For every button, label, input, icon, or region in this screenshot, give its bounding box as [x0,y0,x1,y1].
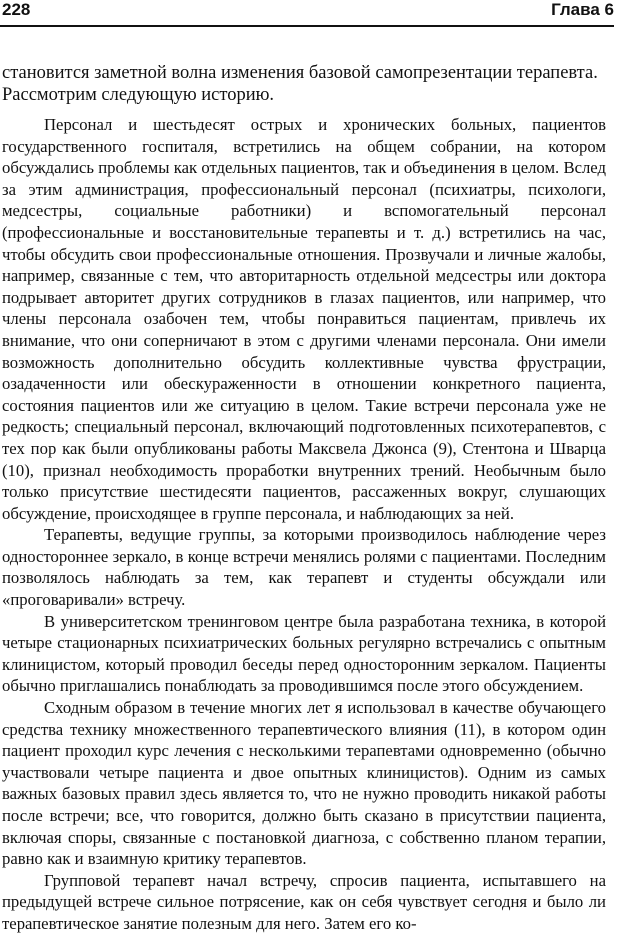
page-number: 228 [2,0,31,19]
paragraph-multiple-impact: Сходным образом в течение многих лет я использовал в качестве обучающего средства технику множественного терапевтического влияния (11), в котором один пациент проходил курс лечения с несколькими терапевтами одновременно (обычно участвовали четыре пациента и двое опытных клиницистов). Одним из самых важных базовых правил здесь является то, что не нужно проводить никакой работы после встречи; все, что говорится, должно быть сказано в присутствии пациента, включая споры, связанные с постановкой диагноза, с собственно планом терапии, равно как и взаимную критику терапевтов. [2,698,606,869]
paragraph-staff-meeting: Персонал и шестьдесят острых и хронических больных, пациентов государственного госпиталя, встретились на общем собрании, на котором обсуждались проблемы как отдельных пациентов, так и объединения в целом. Вслед за этим администрация, профессиональный персонал (психиатры, психологи, медсестры, социальные работники) и вспомогательный персонал (профессиональные и восстановительные терапевты и т. д.) встретились на час, чтобы обсудить свои профессиональные отношения. Прозвучали и личные жалобы, например, связанные с тем, что авторитарность отдельной медсестры или доктора подрывает авторитет других сотрудников в глазах пациентов, или например, что члены персонала озабочен тем, чтобы понравиться пациентам, привлечь их внимание, что они соперничают в этом с другими членами персонала. Они имели возможность дополнительно обсудить коллективные чувства фрустрации, озадаченности или обескураженности в отношении конкретного пациента, состояния пациентов или же ситуацию в целом. Такие встречи персонала уже не редкость; специальный персонал, включающий подготовленных психотерапевтов, с тех пор как были опубликованы работы Максвела Джонса (9), Стентона и Шварца (10), признал необходимость проработки внутренних трений. Необычным было только присутствие шестидесяти пациентов, рассаженных вокруг, слушающих обсуждение, происходящее в группе персонала, и наблюдающих за ней. [2,115,606,523]
intro-text [2,62,612,106]
paragraph-training-center: В университетском тренинговом центре была разработана техника, в которой четыре стационарных психиатрических больных регулярно встречались с опытным клиницистом, который проводил беседы перед односторонним зеркалом. Пациенты обычно приглашались понаблюдать за проводившимся после этого обсуждением. [2,611,606,696]
chapter-label: Глава 6 [551,0,614,19]
body-text [2,114,606,935]
header-rule [0,25,614,27]
paragraph-group-therapist: Групповой терапевт начал встречу, спросив пациента, испытавшего на предыдущей встрече сильное потрясение, как он себя чувствует сегодня и было ли терапевтическое занятие полезным для него. Затем его ко- [2,870,606,933]
paragraph-one-way-mirror: Терапевты, ведущие группы, за которыми производилось наблюдение через одностороннее зеркало, в конце встречи менялись ролями с пациентами. Последним позволялось наблюдать за тем, как терапевт и студенты обсуждали или «проговаривали» встречу. [2,525,606,610]
running-head [2,0,614,24]
intro-paragraph: становится заметной волна изменения базовой самопрезентации терапевта. Рассмотрим следующую историю. [2,63,598,105]
